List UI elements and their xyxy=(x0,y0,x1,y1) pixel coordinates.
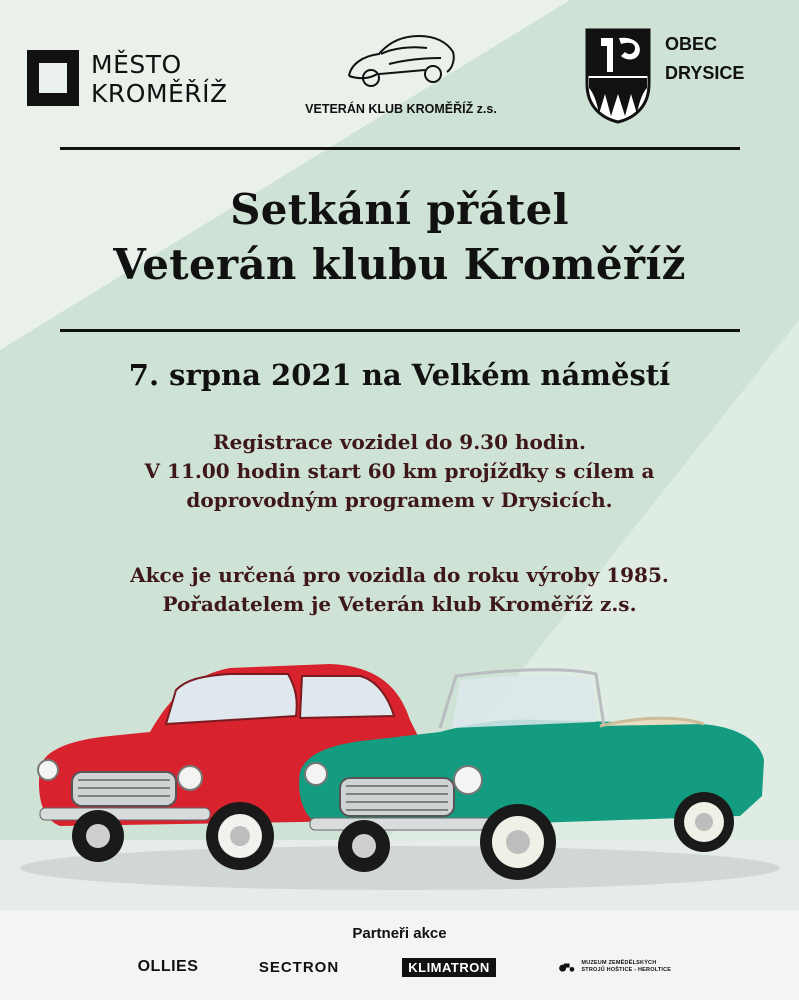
vintage-cars-image xyxy=(0,640,799,910)
vintage-car-icon xyxy=(341,28,461,94)
coat-of-arms-icon xyxy=(585,28,651,124)
title-line1: Setkání přátel xyxy=(230,185,569,234)
top-divider xyxy=(60,147,740,150)
partner-muzeum xyxy=(558,952,678,982)
klub-name: VETERÁN KLUB KROMĚŘÍŽ z.s. xyxy=(305,102,497,116)
partners-title: Partneři akce xyxy=(352,925,447,942)
poster-title xyxy=(0,182,799,292)
info-line: Registrace vozidel do 9.30 hodin. xyxy=(213,430,586,454)
muzeum-logo-text: MUZEUM ZEMĚDĚLSKÝCH STROJŮ HOŠTICE - HEROLTICE xyxy=(581,960,672,973)
title-line2: Veterán klubu Kroměříž xyxy=(113,240,686,289)
tractor-icon xyxy=(558,958,575,976)
info-line: Akce je určená pro vozidla do roku výroby 1985. xyxy=(130,563,669,587)
obec-line1: OBEC xyxy=(665,34,718,54)
bottom-divider xyxy=(60,329,740,332)
veteran-klub-logo xyxy=(296,28,506,116)
info-line: V 11.00 hodin start 60 km projížďky s cílem a xyxy=(144,459,655,483)
partner-ollies xyxy=(133,952,203,982)
mesto-square-icon xyxy=(27,50,79,106)
info-line: doprovodným programem v Drysicích. xyxy=(186,488,613,512)
obec-drysice-logo xyxy=(585,28,744,124)
info-line: Pořadatelem je Veterán klub Kroměříž z.s. xyxy=(162,592,637,616)
event-date: 7. srpna 2021 na Velkém náměstí xyxy=(128,358,671,392)
partners-band xyxy=(0,910,799,1000)
ollies-logo: OLLIES xyxy=(137,958,199,975)
mesto-line2: KROMĚŘÍŽ xyxy=(91,79,228,108)
obec-line2: DRYSICE xyxy=(665,63,745,83)
sectron-logo: SECTRON xyxy=(258,958,340,976)
info-paragraph-1 xyxy=(0,428,799,515)
mesto-kromeriz-logo xyxy=(27,50,228,108)
klimatron-logo: KLIMATRON xyxy=(402,958,496,977)
partner-klimatron xyxy=(401,952,497,982)
info-paragraph-2 xyxy=(0,561,799,619)
partner-sectron xyxy=(253,952,345,982)
mesto-line1: MĚSTO xyxy=(91,50,182,79)
